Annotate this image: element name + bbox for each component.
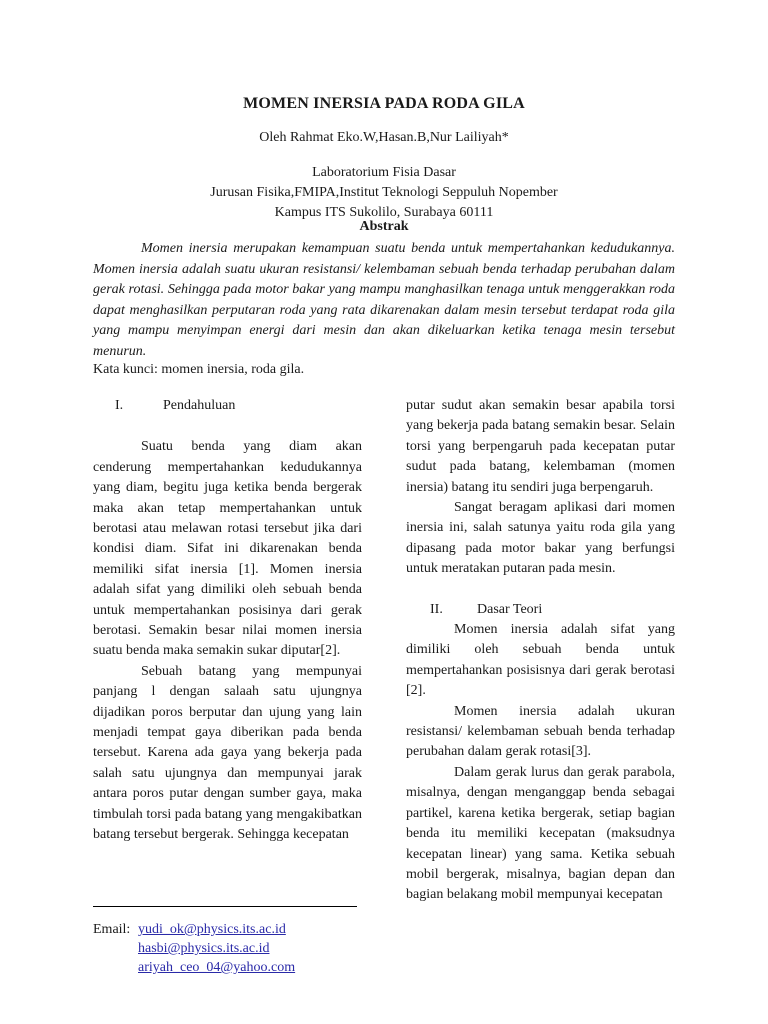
intro-paragraph-1: Suatu benda yang diam akan cenderung mempertahankan kedudukannya yang diam, begitu juga ketika benda bergerak maka akan tetap mempertahankan untuk berotasi atau melawan rotasi tersebut jika dari kondisi diam. Sifat ini dikarenakan benda memiliki sifat inersia [1]. Momen inersia adalah sifat yang dimiliki oleh sebuah benda untuk mempertahankan posisinya dari gerak berotasi. Semakin besar nilai momen inersia suatu benda maka semakin sukar diputar[2]. [93, 439, 362, 659]
footnote-divider [93, 906, 357, 907]
section-heading-introduction [93, 396, 362, 416]
intro-paragraph-3: Sangat beragam aplikasi dari momen inersia ini, salah satunya yaitu roda gila yang dipasang pada motor bakar yang berfungsi untuk meratakan putaran pada mesin. [406, 500, 675, 577]
intro-paragraph-2: Sebuah batang yang mempunyai panjang l dengan salaah satu ujungnya dijadikan poros berputar dan ujung yang lain menjadi tempat gaya diberikan pada benda tersebut. Karena ada gaya yang bekerja pada salah satu ujungnya dan mempunyai jarak antara poros putar dengan sumber gaya, maka timbulah torsi pada batang yang mengakibatkan batang tersebut bergerak. Sehingga kecepatan [93, 663, 362, 843]
section-number: II. [430, 601, 443, 617]
email-link-3[interactable]: ariyah_ceo_04@yahoo.com [138, 960, 296, 975]
section-number: I. [115, 398, 124, 413]
section-heading-theory [406, 600, 675, 620]
intro-paragraph-2-continued: putar sudut akan semakin besar apabila torsi yang bekerja pada batang semakin besar. Selain torsi yang berpengaruh pada kecepatan putar sudut pada batang, kelembaman (momen inersia) batang itu sendiri juga berpengaruh. [406, 398, 675, 495]
affiliation-lab: Laboratorium Fisia Dasar [312, 165, 456, 180]
affiliation-block [0, 163, 768, 223]
email-label: Email: [93, 922, 131, 937]
right-column [406, 396, 675, 906]
abstract-body: Momen inersia merupakan kemampuan suatu benda untuk mempertahankan kedudukannya. Momen inersia adalah suatu ukuran resistansi/ kelembaman sebuah benda terhadap perubahan dalam gerak rotasi. Sehingga pada motor bakar yang mampu manghasilkan tenaga untuk menggerakkan roda dapat menghasilkan perputaran roda yang rata dikarenakan dalam mesin tersebut terdapat roda gila yang mampu menyimpan energi dari mesin dan akan dikeluarkan ketika tenaga mesin tersebut menurun. [93, 241, 675, 359]
footnote-row [93, 958, 295, 977]
keywords: Kata kunci: momen inersia, roda gila. [93, 362, 305, 377]
theory-paragraph-2: Momen inersia adalah ukuran resistansi/ kelembaman sebuah benda terhadap perubahan dalam gerak rotasi[3]. [406, 703, 675, 760]
section-title: Dasar Teori [477, 601, 543, 617]
abstract-heading: Abstrak [359, 219, 409, 234]
spacer [406, 580, 675, 600]
footnote-row [93, 920, 295, 939]
author-list: Oleh Rahmat Eko.W,Hasan.B,Nur Lailiyah* [259, 130, 509, 145]
email-link-1[interactable]: yudi_ok@physics.its.ac.id [138, 922, 286, 937]
footnote-emails [93, 920, 295, 977]
left-column [93, 396, 362, 846]
paper-title: MOMEN INERSIA PADA RODA GILA [243, 95, 525, 112]
footnote-row [93, 939, 295, 958]
affiliation-address: Kampus ITS Sukolilo, Surabaya 60111 [274, 205, 494, 220]
email-link-2[interactable]: hasbi@physics.its.ac.id [138, 941, 270, 956]
section-title: Pendahuluan [163, 398, 236, 413]
spacer [93, 416, 362, 437]
theory-paragraph-3: Dalam gerak lurus dan gerak parabola, misalnya, dengan menganggap benda sebagai partikel, karena ketika bergerak, setiap bagian benda itu memiliki kecepatan (maksudnya kecepatan linear) yang sama. Ketika sebuah mobil bergerak, misalnya, bagian depan dan bagian belakang mobil mempunyai kecepatan [406, 764, 675, 903]
theory-paragraph-1: Momen inersia adalah sifat yang dimiliki oleh sebuah benda untuk mempertahankan posisisnya dari gerak berotasi [2]. [406, 622, 675, 699]
affiliation-department: Jurusan Fisika,FMIPA,Institut Teknologi Seppuluh Nopember [210, 185, 558, 200]
